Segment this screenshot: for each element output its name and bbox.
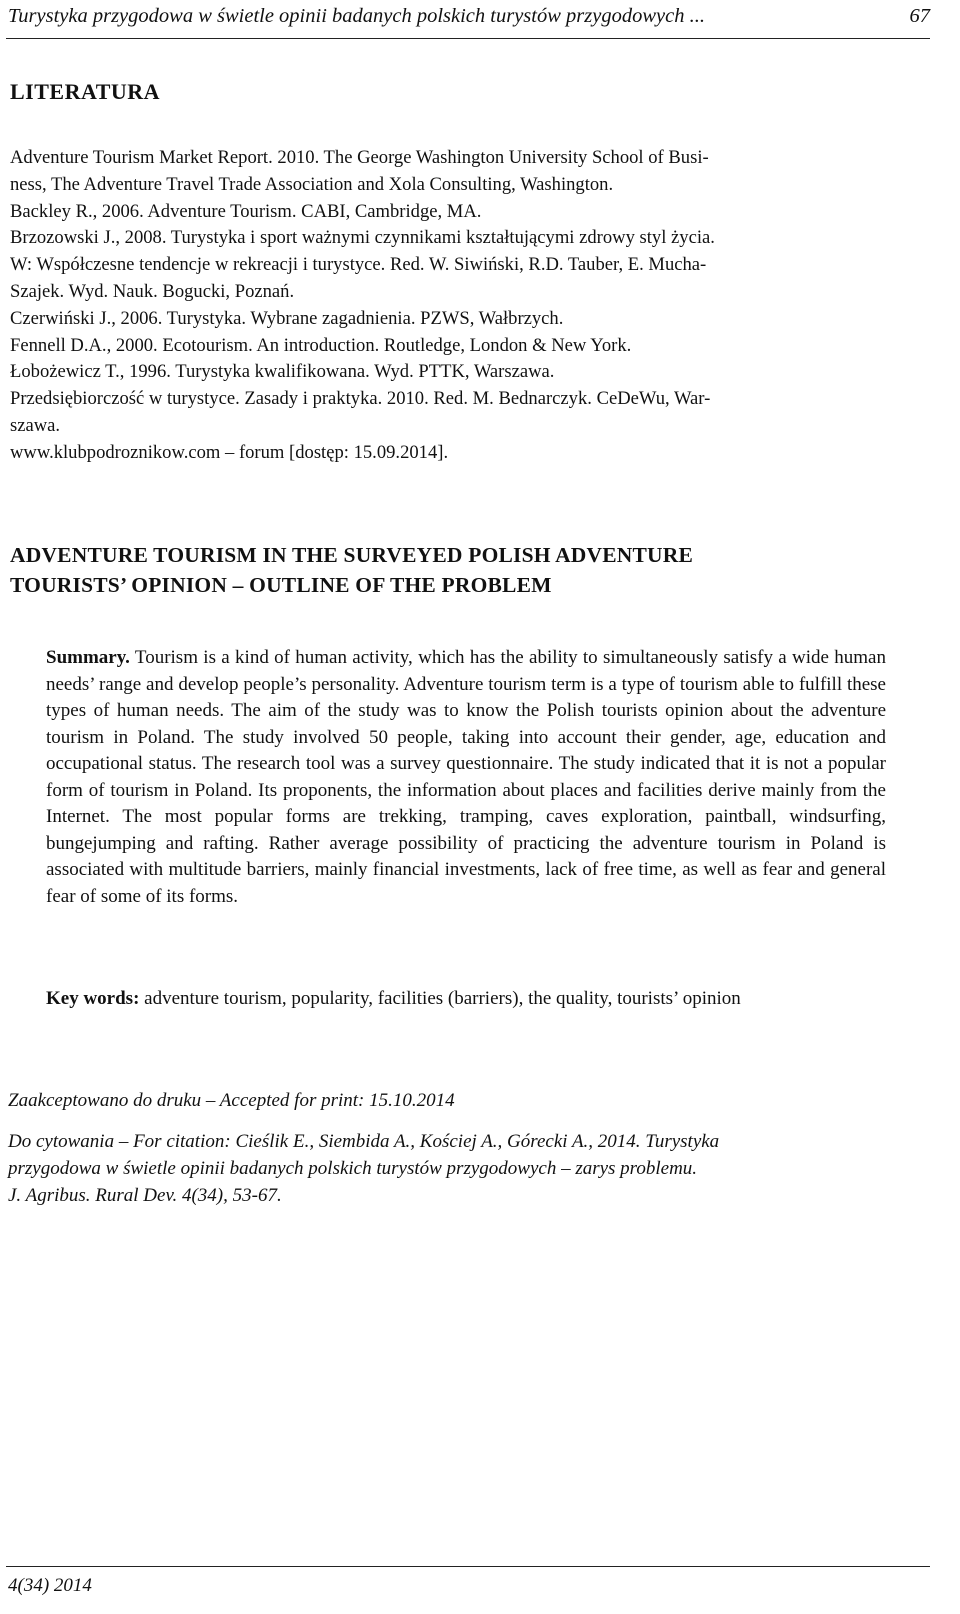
reference-line: Przedsiębiorczość w turystyce. Zasady i praktyka. 2010. Red. M. Bednarczyk. CeDeWu, War-: [10, 388, 711, 410]
reference-line: W: Współczesne tendencje w rekreacji i turystyce. Red. W. Siwiński, R.D. Tauber, E. Mucha-: [10, 254, 707, 276]
citation: [8, 1129, 926, 1209]
english-title: [10, 540, 928, 600]
reference-line: Backley R., 2006. Adventure Tourism. CABI, Cambridge, MA.: [10, 200, 482, 222]
reference-item: [10, 199, 928, 226]
reference-line: Brzozowski J., 2008. Turystyka i sport ważnymi czynnikami kształtującymi zdrowy styl życia.: [10, 227, 715, 249]
reference-line: ness, The Adventure Travel Trade Association and Xola Consulting, Washington.: [10, 173, 614, 195]
keywords-text: adventure tourism, popularity, facilities (barriers), the quality, tourists’ opinion: [144, 988, 741, 1009]
running-head: [8, 2, 930, 30]
english-title-line: ADVENTURE TOURISM IN THE SURVEYED POLISH ADVENTURE: [10, 543, 694, 567]
reference-item: [10, 145, 928, 199]
reference-line: Szajek. Wyd. Nauk. Bogucki, Poznań.: [10, 280, 295, 302]
citation-line: przygodowa w świetle opinii badanych polskich turystów przygodowych – zarys problemu.: [8, 1157, 698, 1179]
reference-line: Fennell D.A., 2000. Ecotourism. An introduction. Routledge, London & New York.: [10, 334, 632, 356]
reference-line: Adventure Tourism Market Report. 2010. The George Washington University School of Busi-: [10, 147, 709, 168]
reference-item: [10, 359, 928, 386]
keywords-label: Key words:: [46, 988, 140, 1009]
reference-item: [10, 333, 928, 360]
reference-line: www.klubpodroznikow.com – forum [dostęp: 15.09.2014].: [10, 441, 449, 463]
reference-item: [10, 306, 928, 333]
reference-line: Czerwiński J., 2006. Turystyka. Wybrane zagadnienia. PZWS, Wałbrzych.: [10, 307, 564, 329]
citation-line: J. Agribus. Rural Dev. 4(34), 53-67.: [8, 1184, 282, 1206]
reference-line: Łobożewicz T., 1996. Turystyka kwalifikowana. Wyd. PTTK, Warszawa.: [10, 361, 555, 383]
summary-text: Tourism is a kind of human activity, which has the ability to simultaneously satisfy a wide human needs’ range and develop people’s personality. Adventure tourism term is a type of tourism able to fulfill these types of human needs. The aim of the study was to know the Polish tourists opinion about the adventure tourism in Poland. The study involved 50 people, taking into account their gender, age, education and occupational status. The research tool was a survey questionnaire. The study indicated that it is not a popular form of tourism in Poland. Its proponents, the information about places and facilities derive mainly from the Internet. The most popular forms are trekking, tramping, caves exploration, paintball, windsurfing, bungejumping and rafting. Rather average possibility of practicing the adventure tourism in Poland is associated with multitude barriers, mainly financial investments, lack of free time, as well as fear and general fear of some of its forms.: [46, 647, 886, 907]
footer-rule: [6, 1566, 930, 1567]
summary-paragraph: [46, 645, 886, 910]
reference-item: [10, 440, 928, 467]
accepted-note: Zaakceptowano do druku – Accepted for print: 15.10.2014: [8, 1090, 455, 1111]
reference-item: [10, 386, 928, 440]
summary-label: Summary.: [46, 647, 130, 668]
english-title-line: TOURISTS’ OPINION – OUTLINE OF THE PROBLEM: [10, 573, 552, 597]
reference-list: [10, 145, 928, 467]
header-rule: [6, 38, 930, 39]
citation-line: Do cytowania – For citation: Cieślik E., Siembida A., Kościej A., Górecki A., 2014. Turystyka: [8, 1131, 720, 1152]
keywords-line: [46, 986, 926, 1012]
page-number: 67: [909, 5, 930, 27]
running-title: Turystyka przygodowa w świetle opinii badanych polskich turystów przygodowych ...: [8, 5, 705, 27]
footer-issue: 4(34) 2014: [8, 1575, 92, 1596]
reference-item: [10, 225, 928, 305]
literature-heading: LITERATURA: [10, 79, 161, 104]
reference-line: szawa.: [10, 414, 61, 436]
